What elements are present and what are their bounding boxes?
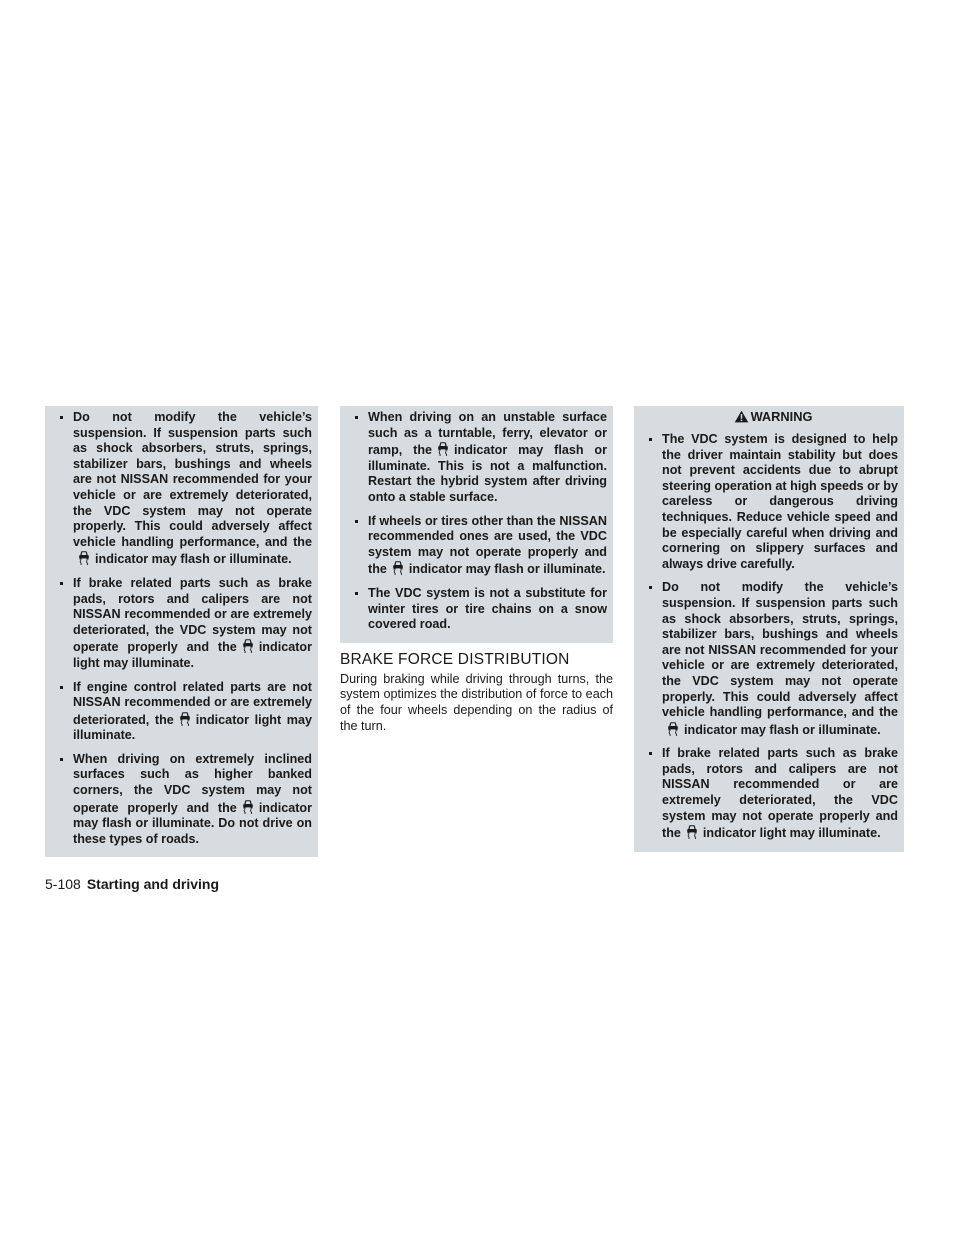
vdc-slip-indicator-icon — [681, 824, 703, 839]
vdc-slip-indicator-icon — [174, 711, 196, 726]
left-column — [45, 406, 318, 857]
list-item: Do not modify the vehicle’s suspension. If suspension parts such as shock absorbers, struts, springs, stabilizer bars, bushings and wheels are not NISSAN recommended for your vehicle or are extremely deteriorated, the VDC system may not operate properly. This could adversely affect vehicle handling performance, and theindicator may flash or illuminate. — [59, 410, 312, 568]
warning-triangle-icon — [734, 410, 749, 423]
section-heading: BRAKE FORCE DISTRIBUTION — [340, 650, 570, 668]
footer-section-title: Starting and driving — [86, 876, 220, 892]
list-item: If engine control related parts are not NISSAN recommended or are extremely deteriorated, the indicator light may illuminate. — [59, 680, 312, 744]
list-item: When driving on an unstable surface such as a turntable, ferry, elevator or ramp, the indicator may flash or illuminate. This is not a malfunction. Restart the hybrid system after driving onto a stable surface. — [354, 410, 607, 506]
section-body: During braking while driving through turns, the system optimizes the distribution of force to each of the four wheels depending on the radius of the turn. — [340, 671, 613, 733]
right-column — [634, 406, 904, 852]
list-item: If brake related parts such as brake pads, rotors and calipers are not NISSAN recommended or are extremely deteriorated, the VDC system may not operate properly and the indicator light may illuminate. — [59, 576, 312, 672]
caution-box-middle — [340, 406, 613, 643]
list-item: If brake related parts such as brake pads, rotors and calipers are not NISSAN recommended or are extremely deteriorated, the VDC system may not operate properly and the indicator light may illuminate. — [648, 746, 898, 842]
vdc-slip-indicator-icon — [237, 799, 259, 814]
caution-box-left — [45, 406, 318, 857]
vdc-slip-indicator-icon — [237, 638, 259, 653]
vdc-slip-indicator-icon — [662, 721, 684, 736]
list-item: The VDC system is designed to help the driver maintain stability but does not prevent accidents due to abrupt steering operation at high speeds or by careless or dangerous driving techniques. Reduce vehicle speed and be especially careful when driving and cornering on slippery surfaces and always drive carefully. — [648, 432, 898, 572]
list-item: When driving on extremely inclined surfaces such as higher banked corners, the VDC system may not operate properly and the indicator may flash or illuminate. Do not drive on these types of roads. — [59, 752, 312, 848]
vdc-slip-indicator-icon — [387, 560, 409, 575]
warning-header — [648, 406, 898, 428]
list-item: Do not modify the vehicle’s suspension. If suspension parts such as shock absorbers, struts, springs, stabilizer bars, bushings and wheels are not NISSAN recommended for your vehicle or are extremely deteriorated, the VDC system may not operate properly. This could adversely affect vehicle handling performance, and theindicator may flash or illuminate. — [648, 580, 898, 738]
page-number: 5-108 — [45, 876, 81, 892]
middle-column — [340, 406, 613, 734]
list-item: If wheels or tires other than the NISSAN recommended ones are used, the VDC system may not operate properly and the indicator may flash or illuminate. — [354, 514, 607, 578]
page-footer — [45, 876, 219, 892]
list-item: The VDC system is not a substitute for winter tires or tire chains on a snow covered road. — [354, 586, 607, 633]
vdc-slip-indicator-icon — [73, 550, 95, 565]
brake-force-section — [340, 651, 613, 734]
warning-label: WARNING — [750, 409, 813, 424]
warning-box — [634, 406, 904, 852]
vdc-slip-indicator-icon — [432, 441, 454, 456]
